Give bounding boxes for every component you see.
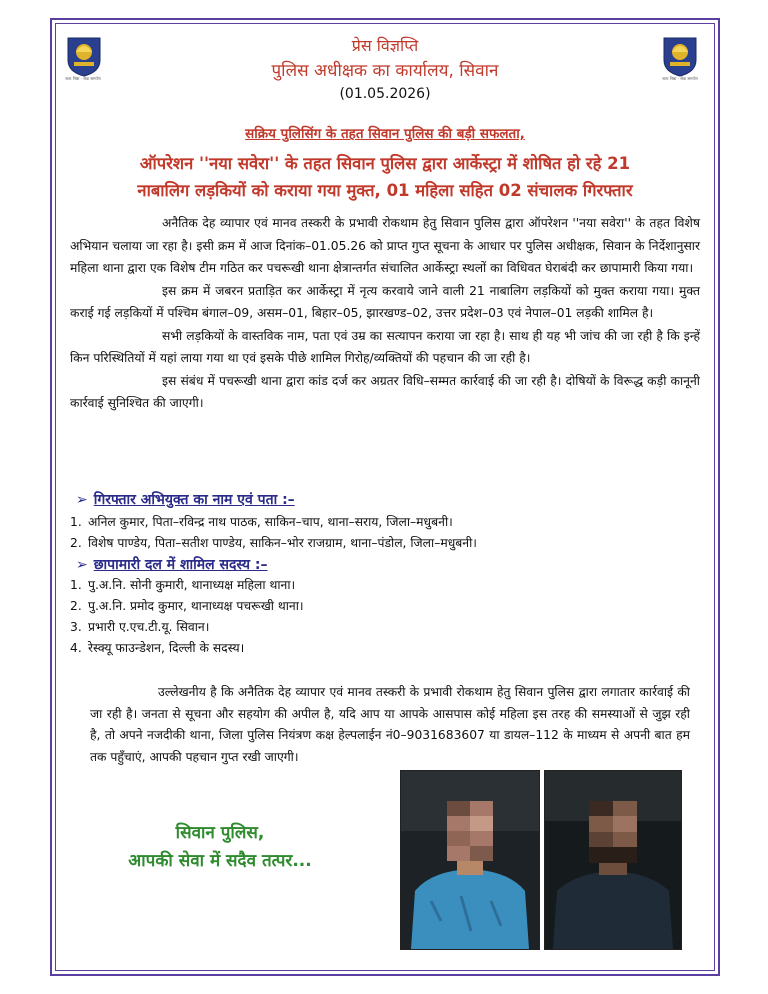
list-item: 3. प्रभारी ए.एच.टी.यू. सिवान। <box>70 620 210 634</box>
headline <box>70 150 700 204</box>
press-release-title: प्रेस विज्ञप्ति <box>351 36 419 55</box>
list-item: 2. विशेष पाण्डेय, पिता–सतीश पाण्डेय, साकिन–भोर राजग्राम, थाना–पंडोल, जिला–मधुबनी। <box>70 536 477 550</box>
arrow-bullet-icon: ➢ <box>76 492 88 508</box>
list-item: 1. पु.अ.नि. सोनी कुमारी, थानाध्यक्ष महिला थाना। <box>70 578 296 592</box>
bihar-police-emblem-left <box>64 34 104 78</box>
accused-photo-1 <box>400 770 540 950</box>
arrested-list <box>70 512 700 554</box>
slogan-line-1: सिवान पुलिस, <box>175 823 265 843</box>
team-heading: ➢ छापामारी दल में शामिल सदस्य :– <box>76 557 268 573</box>
arrested-heading: ➢ गिरफ्तार अभियुक्त का नाम एवं पता :– <box>76 492 295 508</box>
headline-line-2: नाबालिग लड़कियों को कराया गया मुक्त, 01 महिला सहित 02 संचालक गिरफ्तार <box>137 181 633 200</box>
slogan-line-2: आपकी सेवा में सदैव तत्पर... <box>128 851 312 871</box>
list-item: 4. रेस्क्यू फाउन्डेशन, दिल्ली के सदस्य। <box>70 641 245 655</box>
closing-paragraph: उल्लेखनीय है कि अनैतिक देह व्यापार एवं मानव तस्करी के प्रभावी रोकथाम हेतु सिवान पुलिस द्वारा लगातार कार्रवाई की जा रही है। जनता से सूचना और सहयोग की अपील है, यदि आप या आपके आसपास कोई महिला इस तरह की समस्याओं से जुझ रही है, तो अपने नजदीकी थाना, जिला पुलिस नियंत्रण कक्ष हेल्पलाईन नं0–9031683607 या डायल–112 के माध्यम से अपनी बात हम तक पहुँचाएं, आपकी पहचान गुप्त रखी जाएगी। <box>90 685 690 764</box>
bihar-police-emblem-right <box>660 34 700 78</box>
paragraph-2: इस क्रम में जबरन प्रताड़ित कर आर्केस्ट्रा में नृत्य करवाये जाने वाली 21 नाबालिग लड़कियों को मुक्त कराया गया। मुक्त कराई गई लड़कियों में पश्चिम बंगाल–09, असम–01, बिहार–05, झारखण्ड–02, उत्तर प्रदेश–03 एवं नेपाल–01 लड़की शामिल है। <box>70 283 700 320</box>
headline-line-1: ऑपरेशन ''नया सवेरा'' के तहत सिवान पुलिस द्वारा आर्केस्ट्रा में शोषित हो रहे 21 <box>139 154 631 173</box>
list-item: 1. अनिल कुमार, पिता–रविन्द्र नाथ पाठक, साकिन–चाप, थाना–सराय, जिला–मधुबनी। <box>70 515 453 529</box>
body-text <box>70 212 700 415</box>
team-list <box>70 575 700 659</box>
arrow-bullet-icon: ➢ <box>76 557 88 573</box>
subtitle: सक्रिय पुलिसिंग के तहत सिवान पुलिस की बड़ी सफलता, <box>245 126 525 142</box>
logo-caption-left: सत्य निष्ठा · सेवा समर्पण <box>65 76 101 81</box>
accused-photo-2 <box>544 770 682 950</box>
paragraph-3: सभी लड़कियों के वास्तविक नाम, पता एवं उम्र का सत्यापन कराया जा रहा है। साथ ही यह भी जांच की जा रही है कि इन्हें किन परिस्थितियों में यहां लाया गया था एवं इसके पीछे शामिल गिरोह/व्यक्तियों की पहचान की जा रही है। <box>70 328 700 365</box>
paragraph-1: अनैतिक देह व्यापार एवं मानव तस्करी के प्रभावी रोकथाम हेतु सिवान पुलिस द्वारा ऑपरेशन ''नया सवेरा'' के तहत विशेष अभियान चलाया जा रहा है। इसी क्रम में आज दिनांक–01.05.26 को प्राप्त गुप्त सूचना के आधार पर पुलिस अधीक्षक, सिवान के निर्देशानुसार महिला थाना द्वारा एक विशेष टीम गठित कर पचरूखी थाना क्षेत्रान्तर्गत संचालित आर्केस्ट्रा स्थलों का विधिवत घेराबंदी कर छापामारी किया गया। <box>70 216 700 275</box>
list-item: 2. पु.अ.नि. प्रमोद कुमार, थानाध्यक्ष पचरूखी थाना। <box>70 599 304 613</box>
release-date: (01.05.2026) <box>339 86 431 102</box>
logo-caption-right: सत्य निष्ठा · सेवा समर्पण <box>662 76 698 81</box>
paragraph-4: इस संबंध में पचरूखी थाना द्वारा कांड दर्ज कर अग्रतर विधि–सम्मत कार्रवाई की जा रही है। दोषियों के विरूद्ध कड़ी कानूनी कार्रवाई सुनिश्चित की जाएगी। <box>70 373 700 410</box>
office-name: पुलिस अधीक्षक का कार्यालय, सिवान <box>271 61 499 81</box>
